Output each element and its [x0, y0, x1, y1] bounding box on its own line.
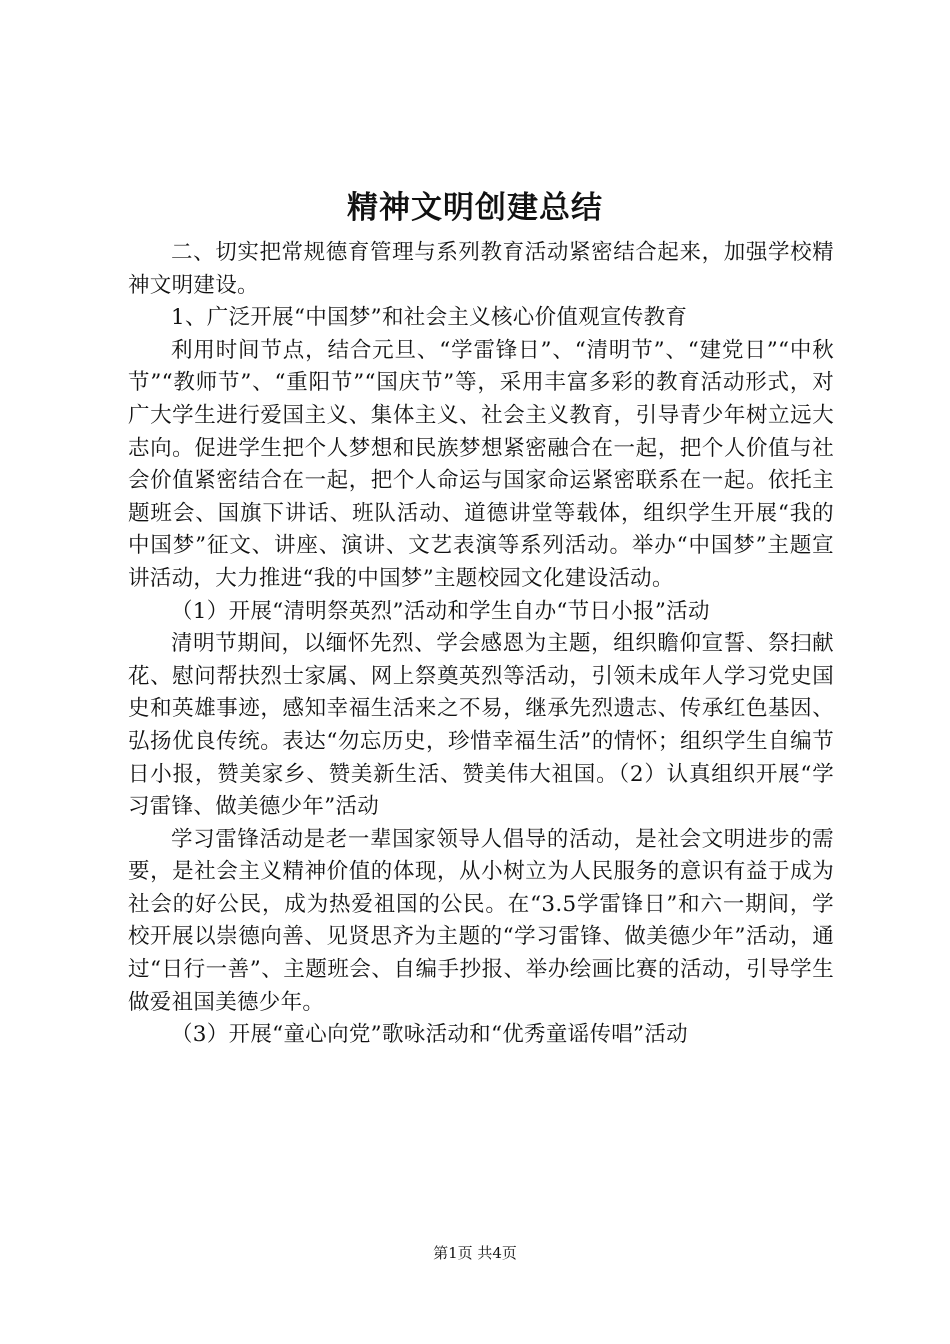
paragraph: （3）开展“童心向党”歌咏活动和“优秀童谣传唱”活动	[171, 1022, 688, 1048]
page-number-footer: 第1页 共4页	[433, 1244, 517, 1262]
paragraph: 1、广泛开展“中国梦”和社会主义核心价值观宣传教育	[171, 305, 688, 331]
paragraph: （1）开展“清明祭英烈”活动和学生自办“节日小报”活动	[171, 598, 710, 624]
paragraph: 二、切实把常规德育管理与系列教育活动紧密结合起来，加强学校精神文明建设。	[128, 240, 834, 298]
document-body	[128, 237, 834, 1052]
paragraph: 利用时间节点，结合元旦、“学雷锋日”、“清明节”、“建党日”“中秋节”“教师节”、“重阳节”“国庆节”等，采用丰富多彩的教育活动形式，对广大学生进行爱国主义、集体主义、社会主义教育，引导青少年树立远大志向。促进学生把个人梦想和民族梦想紧密融合在一起，把个人价值与社会价值紧密结合在一起，把个人命运与国家命运紧密联系在一起。依托主题班会、国旗下讲话、班队活动、道德讲堂等载体，组织学生开展“我的中国梦”征文、讲座、演讲、文艺表演等系列活动。举办“中国梦”主题宣讲活动，大力推进“我的中国梦”主题校园文化建设活动。	[128, 337, 834, 591]
paragraph: 清明节期间，以缅怀先烈、学会感恩为主题，组织瞻仰宣誓、祭扫献花、慰问帮扶烈士家属、网上祭奠英烈等活动，引领未成年人学习党史国史和英雄事迹，感知幸福生活来之不易，继承先烈遗志、传承红色基因、弘扬优良传统。表达“勿忘历史，珍惜幸福生活”的情怀；组织学生自编节日小报，赞美家乡、赞美新生活、赞美伟大祖国。（2）认真组织开展“学习雷锋、做美德少年”活动	[128, 631, 834, 820]
paragraph: 学习雷锋活动是老一辈国家领导人倡导的活动，是社会文明进步的需要，是社会主义精神价值的体现，从小树立为人民服务的意识有益于成为社会的好公民，成为热爱祖国的公民。在“3.5学雷锋日”和六一期间，学校开展以崇德向善、见贤思齐为主题的“学习雷锋、做美德少年”活动，通过“日行一善”、主题班会、自编手抄报、举办绘画比赛的活动，引导学生做爱祖国美德少年。	[128, 826, 834, 1015]
document-title: 精神文明创建总结	[347, 190, 603, 226]
